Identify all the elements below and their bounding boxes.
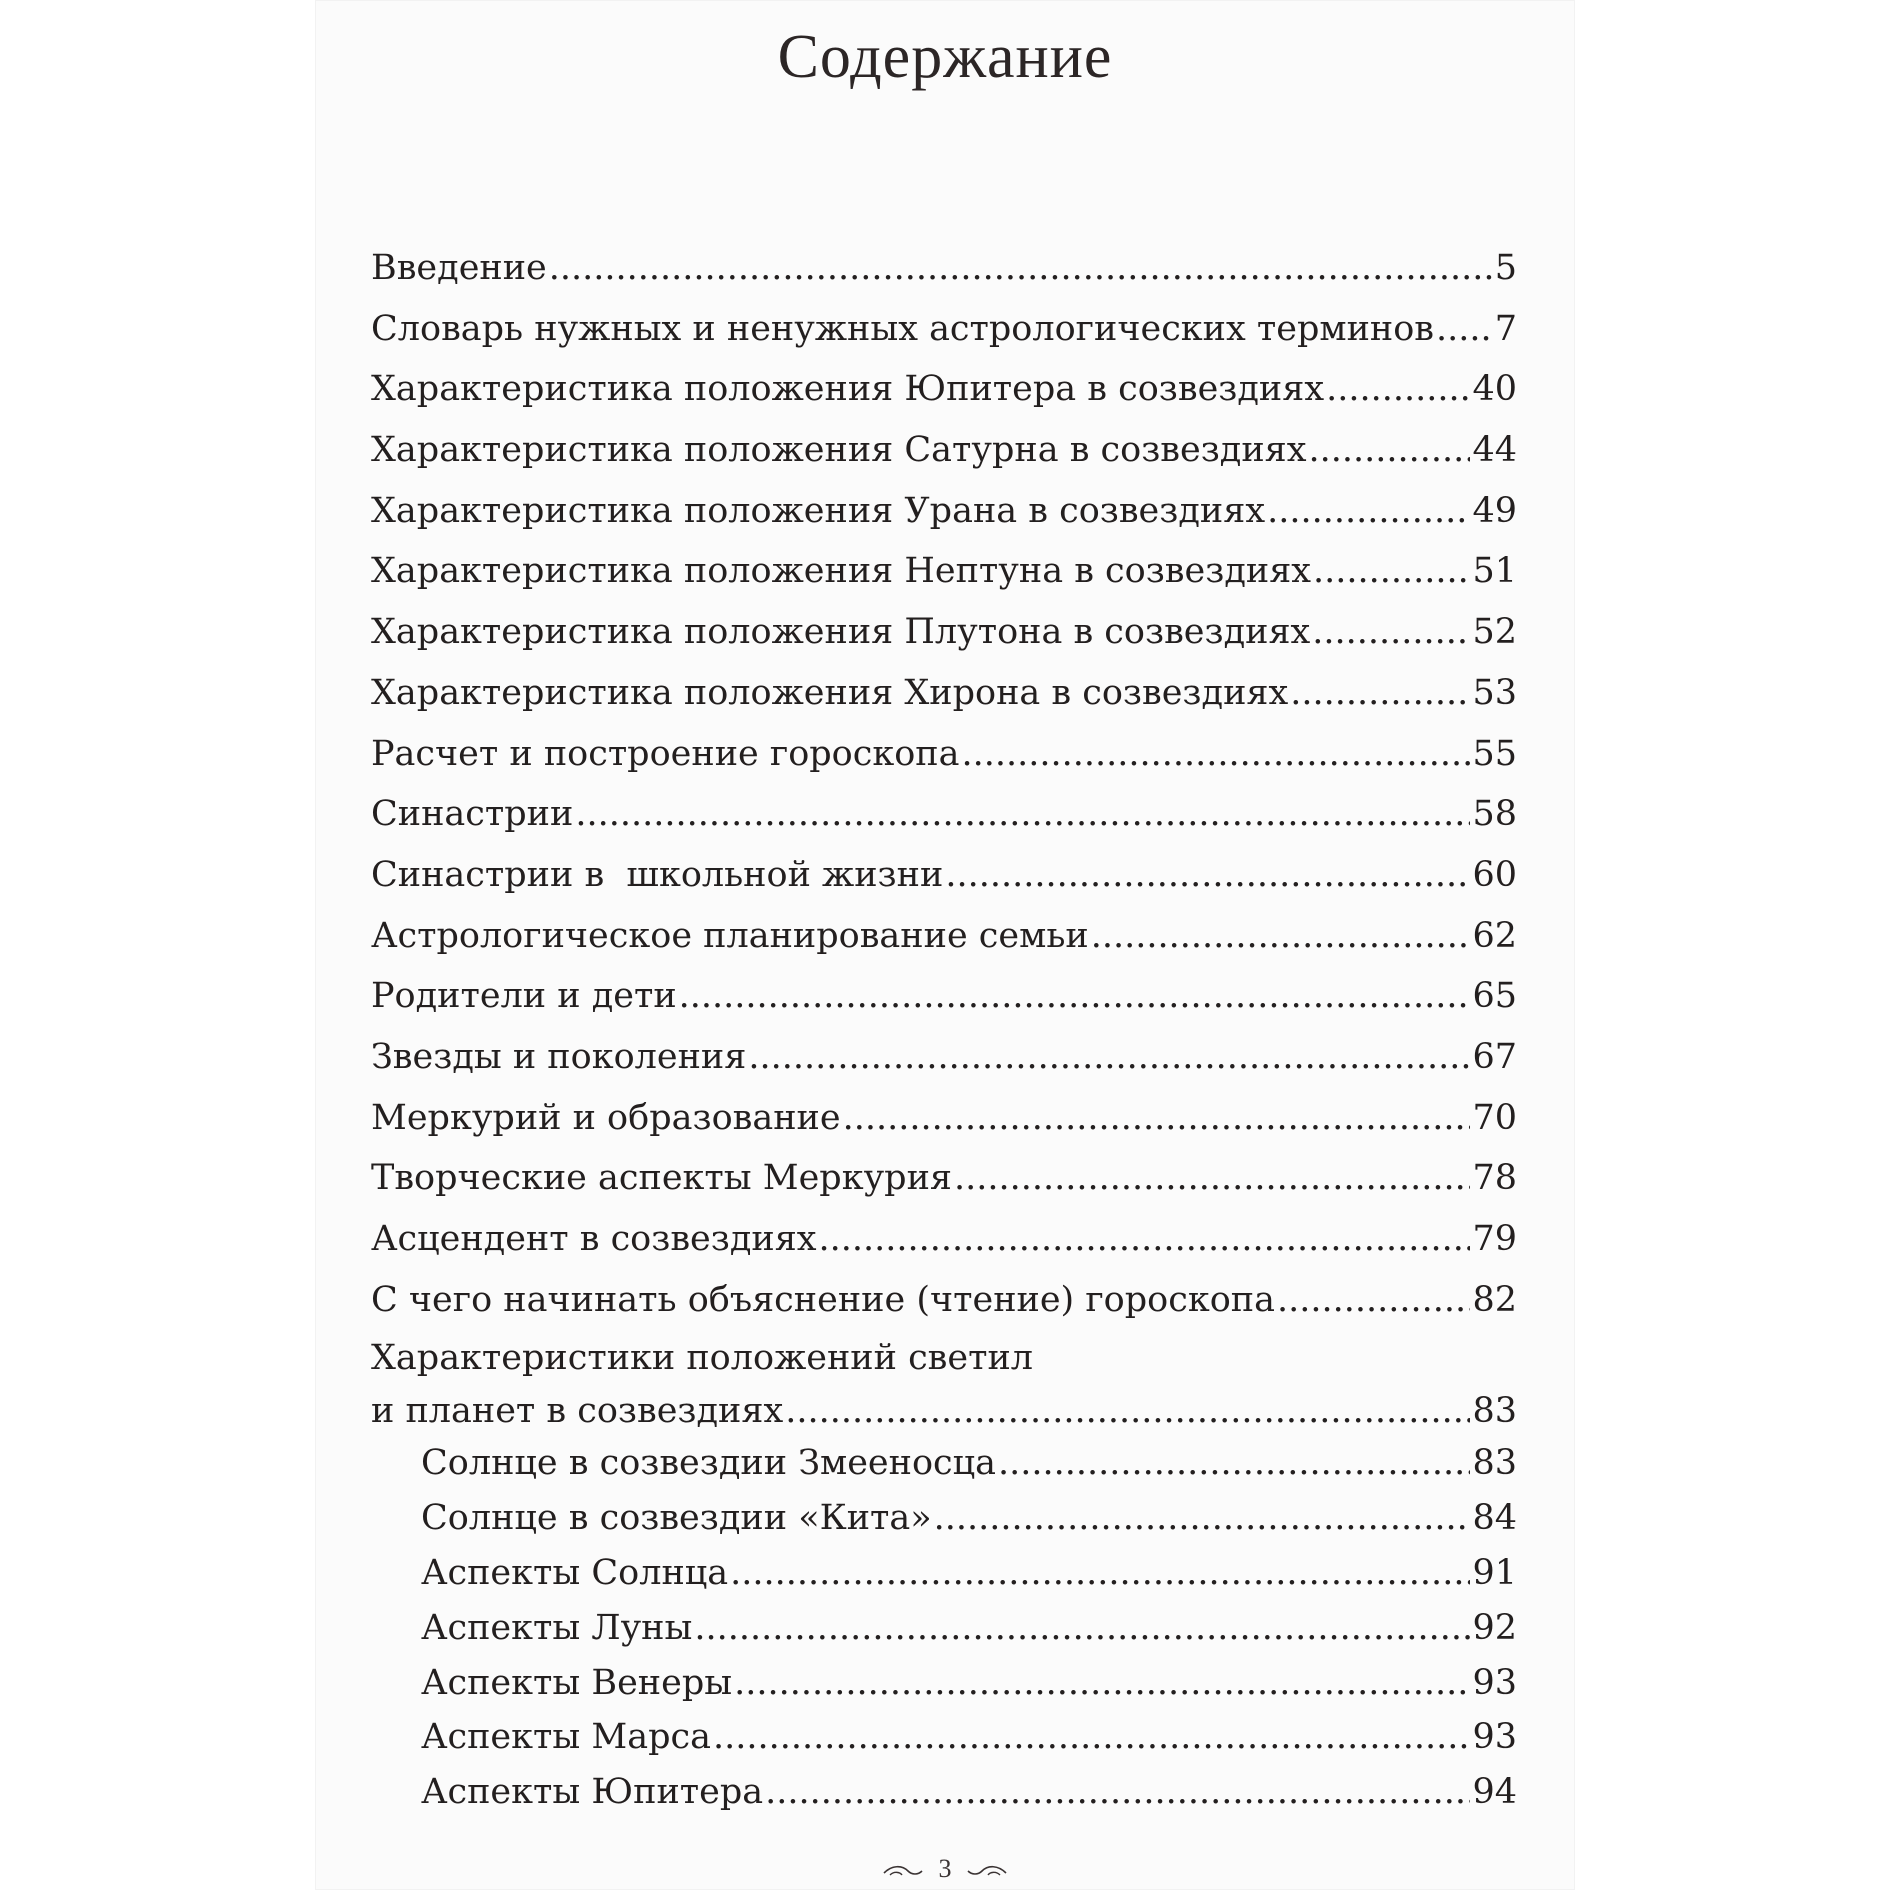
toc-entry-page: 65 [1472,976,1517,1017]
dot-leader [1290,663,1470,724]
dot-leader [1309,420,1471,481]
toc-entry [371,420,1517,481]
toc-entry-page: 44 [1472,430,1517,471]
toc-sub-entry-label: Аспекты Юпитера [421,1772,764,1813]
toc-multiline-entry-second-line [371,1386,1517,1436]
dot-leader [1277,1270,1470,1331]
page-number: 3 [938,1854,952,1883]
toc-sub-entry-page: 92 [1472,1607,1517,1648]
toc-entry-page: 70 [1472,1097,1517,1138]
toc-entry-label: Асцендент в созвездиях [371,1219,817,1259]
page-title: Содержание [777,23,1113,91]
dot-leader [843,1088,1471,1149]
dot-leader [1091,906,1471,967]
dot-leader [730,1546,1470,1601]
page-footer [315,1854,1575,1884]
toc-entry-label: Звезды и поколения [371,1036,747,1077]
toc-sub-entry-label: Аспекты Марса [421,1717,711,1758]
toc-entry-page: 83 [1472,1391,1517,1432]
dot-leader [694,1601,1470,1656]
toc-entry-label: Введение [371,248,547,288]
toc-entry [371,1209,1517,1270]
toc-sub-entry [371,1601,1517,1656]
dot-leader [1312,602,1470,663]
toc-entry-page: 60 [1472,854,1517,895]
toc-entry-page: 7 [1494,308,1517,349]
toc-entry-label: и планет в созвездиях [371,1391,784,1432]
toc-sub-entry-label: Солнце в созвездии Змееносца [421,1443,997,1484]
toc-entry [371,724,1517,785]
toc-entry-label: Творческие аспекты Меркурия [371,1158,952,1199]
dot-leader [819,1209,1471,1270]
dot-leader [945,845,1470,906]
toc-entry-label: Характеристики положений светил [371,1338,1034,1379]
toc-entry [371,966,1517,1027]
toc-entry-label: С чего начинать объяснение (чтение) гороскопа [371,1279,1275,1320]
toc-sub-entry [371,1710,1517,1765]
toc-entry-page: 58 [1472,794,1517,835]
toc-sub-entry-page: 84 [1472,1498,1517,1539]
dot-leader [998,1436,1470,1491]
toc-entry [371,481,1517,542]
dot-leader [765,1765,1470,1820]
toc-entry-label: Синастрии в школьной жизни [371,854,944,895]
toc-sub-entry-page: 93 [1472,1717,1517,1758]
toc-sub-entry-label: Аспекты Солнца [421,1552,729,1593]
toc-entry-label: Астрологическое планирование семьи [371,915,1089,956]
toc-entry-page: 40 [1472,369,1517,410]
toc-sub-entry-page: 93 [1472,1662,1517,1703]
toc-entry-page: 62 [1472,915,1517,956]
toc-entry-page: 5 [1494,248,1517,288]
toc-entry-label: Характеристика положения Нептуна в созвездиях [371,551,1312,592]
dot-leader [1267,481,1470,542]
toc-multiline-entry-first-line [371,1330,1517,1386]
toc-entry-label: Меркурий и образование [371,1097,841,1138]
toc-entry [371,845,1517,906]
toc-entry-page: 52 [1472,612,1517,653]
dot-leader [748,1027,1470,1088]
toc-entry [371,906,1517,967]
toc-sub-entry [371,1436,1517,1491]
toc-entry-page: 49 [1472,490,1517,531]
left-flourish-icon [882,1863,924,1879]
toc-sub-entry [371,1656,1517,1711]
dot-leader [1436,299,1493,360]
dot-leader [575,784,1470,845]
toc-entry-label: Характеристика положения Урана в созвездиях [371,490,1266,531]
toc-entry [371,238,1517,299]
toc-entry-label: Характеристика положения Плутона в созвездиях [371,612,1311,653]
dot-leader [962,724,1471,785]
toc-sub-entry-page: 94 [1472,1772,1517,1813]
toc-entry [371,359,1517,420]
toc-entry-page: 79 [1472,1219,1517,1259]
toc-entry-page: 67 [1472,1036,1517,1077]
dot-leader [1313,541,1470,602]
toc-entry-page: 51 [1472,551,1517,592]
dot-leader [1326,359,1470,420]
toc-entry [371,663,1517,724]
toc-entry [371,541,1517,602]
toc-entry-label: Характеристика положения Юпитера в созвездиях [371,369,1325,410]
table-of-contents [371,238,1517,1820]
dot-leader [713,1710,1471,1765]
dot-leader [549,238,1493,299]
toc-sub-entry [371,1491,1517,1546]
dot-leader [679,966,1471,1027]
toc-entry-page: 78 [1472,1158,1517,1199]
toc-entry [371,299,1517,360]
toc-entry [371,1148,1517,1209]
toc-sub-entry-label: Аспекты Венеры [421,1662,733,1703]
dot-leader [734,1656,1470,1711]
book-page [315,0,1575,1890]
toc-entry-page: 82 [1472,1279,1517,1320]
toc-entry-label: Словарь нужных и ненужных астрологических терминов [371,308,1435,349]
toc-entry-page: 55 [1472,733,1517,774]
toc-entry-label: Характеристика положения Хирона в созвездиях [371,672,1289,713]
toc-entry-page: 53 [1472,672,1517,713]
toc-entry [371,1270,1517,1331]
dot-leader [785,1386,1470,1436]
toc-sub-entry [371,1765,1517,1820]
toc-entry [371,1027,1517,1088]
toc-sub-entry-page: 83 [1472,1443,1517,1484]
dot-leader [934,1491,1471,1546]
dot-leader [954,1148,1470,1209]
toc-entry [371,602,1517,663]
toc-sub-entry [371,1546,1517,1601]
toc-entry [371,784,1517,845]
right-flourish-icon [966,1863,1008,1879]
toc-sub-entry-label: Аспекты Луны [421,1607,693,1648]
toc-sub-entry-label: Солнце в созвездии «Кита» [421,1498,932,1539]
toc-entry-label: Характеристика положения Сатурна в созвездиях [371,430,1307,471]
toc-entry-label: Синастрии [371,794,574,835]
toc-sub-entry-page: 91 [1472,1552,1517,1593]
toc-entry-label: Расчет и построение гороскопа [371,733,960,774]
toc-entry [371,1088,1517,1149]
toc-entry-label: Родители и дети [371,976,677,1017]
